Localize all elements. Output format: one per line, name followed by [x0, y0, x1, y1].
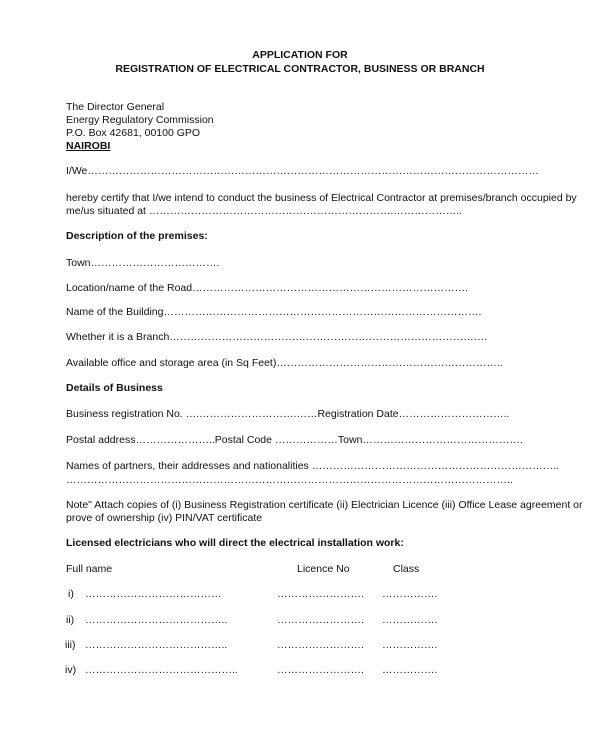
form-subtitle: REGISTRATION OF ELECTRICAL CONTRACTOR, BUSINESS OR BRANCH	[115, 63, 485, 75]
note-text: Note" Attach copies of (i) Business Registration certificate (ii) Electrician Licence (iii) Office Lease agreement or	[66, 499, 583, 511]
full-name-field: …………………………………..	[85, 639, 228, 651]
registration-field: Business registration No. ….……………………….……Registration Date…………………………..	[66, 408, 510, 420]
premises-location-field: me/us situated at …………………………………………………………….………………..	[66, 205, 463, 217]
row-number: i)	[68, 588, 74, 600]
column-header-licence-no: Licence No	[297, 563, 350, 575]
full-name-field: ……………………………………..	[85, 664, 238, 676]
address-line-3: P.O. Box 42681, 00100 GPO	[66, 127, 201, 139]
full-name-field: …………………………………	[85, 588, 222, 600]
form-title: APPLICATION FOR	[252, 49, 348, 61]
class-field: …………….	[382, 614, 438, 626]
postal-field: Postal address…………………..Postal Code ………………Town……………………………………….	[66, 434, 523, 446]
partners-field-continued: ………………………………………………………………………………………………………………..	[66, 474, 513, 486]
licence-field: …………………….	[277, 664, 364, 676]
licence-field: …………………….	[277, 614, 364, 626]
premises-heading: Description of the premises:	[66, 230, 208, 242]
full-name-field: …………………………………..	[85, 614, 228, 626]
building-field: Name of the Building……………………………………………………………………………….	[66, 306, 482, 318]
licence-field: …………………….	[277, 588, 364, 600]
partners-field: Names of partners, their addresses and nationalities ……………………………………………………………..	[66, 460, 560, 472]
row-number: iv)	[65, 664, 77, 676]
address-line-2: Energy Regulatory Commission	[66, 114, 214, 126]
road-field: Location/name of the Road…………………………………………………………………….	[66, 282, 469, 294]
address-city: NAIROBI	[66, 140, 111, 152]
class-field: …………….	[382, 639, 438, 651]
column-header-full-name: Full name	[66, 563, 113, 575]
class-field: …………….	[382, 588, 438, 600]
certify-text: hereby certify that I/we intend to conduct the business of Electrical Contractor at premises/branch occupied by	[66, 192, 577, 204]
town-field: Town……………………………….	[66, 257, 220, 269]
applicant-name-field: I/We…………………………………………………………………………………………………………………	[66, 165, 539, 177]
business-heading: Details of Business	[66, 382, 163, 394]
branch-field: Whether it is a Branch……………………………………………………………………………….	[66, 331, 488, 343]
area-field: Available office and storage area (in Sq Feet)………………………………………………………..	[66, 357, 503, 369]
electricians-heading: Licensed electricians who will direct the electrical installation work:	[66, 537, 404, 549]
row-number: ii)	[66, 614, 75, 626]
class-field: …………….	[382, 664, 438, 676]
address-line-1: The Director General	[66, 101, 165, 113]
column-header-class: Class	[393, 563, 420, 575]
note-text-continued: prove of ownership (iv) PIN/VAT certificate	[66, 512, 263, 524]
licence-field: …………………….	[277, 639, 364, 651]
row-number: iii)	[65, 639, 76, 651]
